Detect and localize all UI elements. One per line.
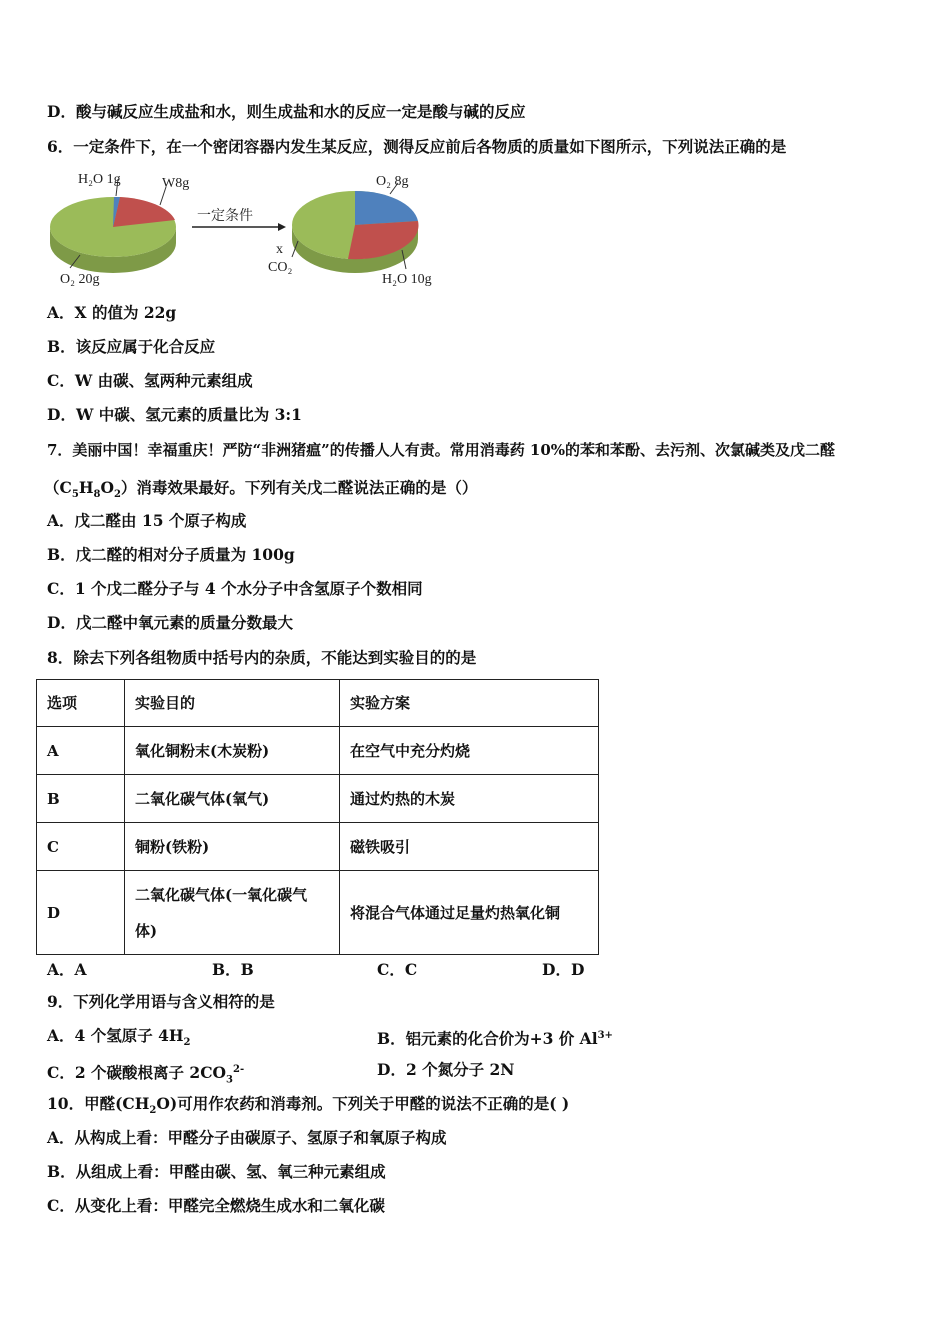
table-cell: A xyxy=(37,727,125,775)
q7-option-b: B．戊二醛的相对分子质量为 100g xyxy=(47,545,295,564)
table-cell: C xyxy=(37,823,125,871)
question-7-line2: $(C_5H_8O_2)$消毒效果最好。下列有关戊二醛说法正确的是（） xyxy=(44,478,478,501)
label-after-o2: O₂ 8g xyxy=(376,174,409,189)
table-row xyxy=(37,775,599,823)
table-cell: 磁铁吸引 xyxy=(340,823,599,871)
pie-after xyxy=(268,174,432,287)
question-6: 6．一定条件下，在一个密闭容器内发生某反应，测得反应前后各物质的质量如下图所示，下列说法正确的是 xyxy=(47,137,787,156)
q7-option-d: D．戊二醛中氧元素的质量分数最大 xyxy=(47,613,293,632)
arrow-label: 一定条件 xyxy=(197,208,253,224)
reaction-arrow xyxy=(192,208,286,231)
question-7-line1: 7．美丽中国！幸福重庆！严防“非洲猪瘟”的传播人人有责。常用消毒药 10%的苯和苯酚、去污剂、次氯碱类及戊二醛 xyxy=(47,441,836,459)
pie-after-o2-slice xyxy=(355,191,418,225)
q10-option-b: B．从组成上看：甲醛由碳、氢、氧三种元素组成 xyxy=(47,1162,386,1181)
table-header-row xyxy=(37,680,599,727)
table-row xyxy=(37,871,599,955)
q8-option-b: B．B xyxy=(212,960,254,979)
reaction-pie-figure xyxy=(40,165,460,295)
table-header: 选项 xyxy=(37,680,125,727)
q10-option-a: A．从构成上看：甲醛分子由碳原子、氢原子和氧原子构成 xyxy=(47,1128,447,1147)
label-before-h2o: H₂O 1g xyxy=(78,172,121,187)
table-cell: D xyxy=(37,871,125,955)
table-cell: 氧化铜粉末(木炭粉) xyxy=(125,727,340,775)
q6-option-a: A．X 的值为 22g xyxy=(47,303,177,322)
q6-option-c: C．W 由碳、氢两种元素组成 xyxy=(47,371,253,390)
q7-option-a: A．戊二醛由 15 个原子构成 xyxy=(47,511,247,530)
table-cell: 二氧化碳气体(一氧化碳气体) xyxy=(125,871,340,955)
question-10: 10．甲醛$(CH_2O)$可用作农药和消毒剂。下列关于甲醛的说法不正确的是( ) xyxy=(47,1094,570,1117)
table-header: 实验目的 xyxy=(125,680,340,727)
q8-table xyxy=(36,679,599,955)
table-cell: 在空气中充分灼烧 xyxy=(340,727,599,775)
q7-option-c: C．1 个戊二醛分子与 4 个水分子中含氢原子个数相同 xyxy=(47,579,423,598)
label-after-x: x xyxy=(276,242,283,257)
pie-before xyxy=(50,172,189,287)
table-header: 实验方案 xyxy=(340,680,599,727)
prev-option-d: D．酸与碱反应生成盐和水，则生成盐和水的反应一定是酸与碱的反应 xyxy=(47,102,526,121)
label-after-h2o: H₂O 10g xyxy=(382,272,432,287)
table-cell: 通过灼热的木炭 xyxy=(340,775,599,823)
table-cell: 将混合气体通过足量灼热氧化铜 xyxy=(340,871,599,955)
q8-option-c: C．C xyxy=(377,960,418,979)
q9-option-c: C．2 个碳酸根离子 $2CO_3^{2-}$ xyxy=(47,1063,245,1086)
q10-option-c: C．从变化上看：甲醛完全燃烧生成水和二氧化碳 xyxy=(47,1196,385,1215)
table-cell: 二氧化碳气体(氧气) xyxy=(125,775,340,823)
table-cell: 铜粉(铁粉) xyxy=(125,823,340,871)
label-before-o2: O₂ 20g xyxy=(60,272,100,287)
q8-option-d: D．D xyxy=(542,960,585,979)
q9-option-b: B．铝元素的化合价为+3 价 $Al^{3+}$ xyxy=(377,1029,613,1049)
q9-option-a: A．4 个氢原子 $4H_2$ xyxy=(47,1026,191,1049)
q6-option-d: D．W 中碳、氢元素的质量比为 3:1 xyxy=(47,405,302,424)
q6-option-b: B．该反应属于化合反应 xyxy=(47,337,216,356)
q9-option-d: D．2 个氮分子 2N xyxy=(377,1060,515,1079)
q8-option-a: A．A xyxy=(47,960,87,979)
table-row xyxy=(37,727,599,775)
label-before-w: W8g xyxy=(162,176,190,191)
table-cell: B xyxy=(37,775,125,823)
question-9: 9．下列化学用语与含义相符的是 xyxy=(47,992,275,1011)
label-after-co2: CO₂ xyxy=(268,260,293,275)
table-row xyxy=(37,823,599,871)
question-8: 8．除去下列各组物质中括号内的杂质，不能达到实验目的的是 xyxy=(47,648,477,667)
